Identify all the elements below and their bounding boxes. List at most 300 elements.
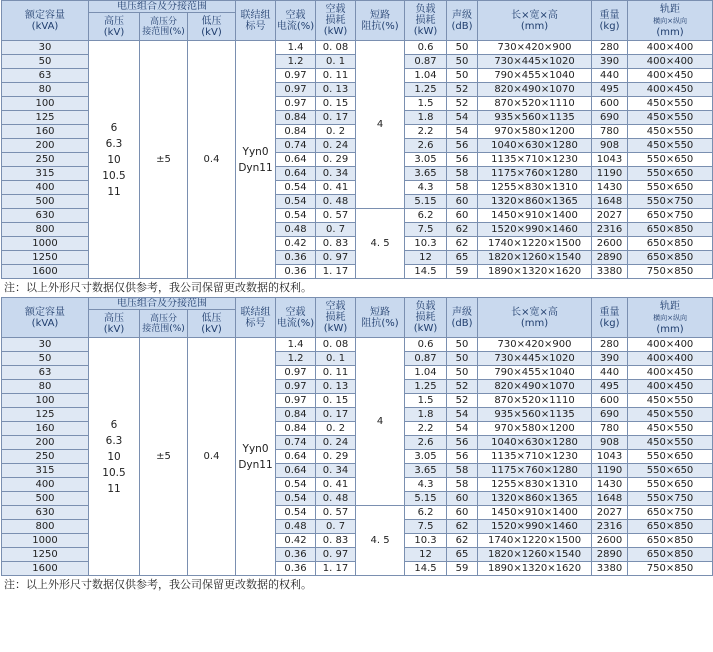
header-noload-current: 空载 电流(%) (276, 298, 316, 338)
table-body (2, 338, 713, 576)
hv-voltage-value: 10 (107, 153, 121, 166)
cell-weight: 2027 (592, 209, 628, 223)
cell-dimensions: 790×455×1040 (478, 366, 592, 380)
hv-voltage-value: 10.5 (102, 466, 126, 479)
cell-load-loss: 3.05 (405, 153, 447, 167)
cell-noise: 60 (447, 506, 478, 520)
cell-noload-current: 0.36 (276, 265, 316, 279)
cell-capacity: 1600 (2, 562, 89, 576)
cell-noise: 59 (447, 265, 478, 279)
cell-noload-current: 0.36 (276, 251, 316, 265)
hv-voltage-value: 10 (107, 450, 121, 463)
cell-noload-current: 0.97 (276, 69, 316, 83)
header-impedance: 短路 阻抗(%) (356, 298, 405, 338)
cell-weight: 390 (592, 55, 628, 69)
cell-noload-loss: 0. 34 (316, 464, 356, 478)
cell-capacity: 630 (2, 209, 89, 223)
cell-noload-current: 0.64 (276, 167, 316, 181)
header-lv: 低压 (kV) (188, 310, 236, 338)
cell-dimensions: 1135×710×1230 (478, 450, 592, 464)
header-noise: 声级 (dB) (447, 298, 478, 338)
cell-weight: 1430 (592, 181, 628, 195)
cell-capacity: 80 (2, 83, 89, 97)
hv-voltage-value: 6 (110, 418, 118, 431)
vector-group-value: Yyn0 (242, 442, 269, 455)
cell-capacity: 1250 (2, 251, 89, 265)
cell-load-loss: 1.8 (405, 111, 447, 125)
cell-weight: 1430 (592, 478, 628, 492)
cell-load-loss: 1.04 (405, 69, 447, 83)
cell-weight: 780 (592, 125, 628, 139)
cell-capacity: 80 (2, 380, 89, 394)
header-dimensions: 长×宽×高 (mm) (478, 1, 592, 41)
cell-noise: 54 (447, 422, 478, 436)
cell-capacity: 400 (2, 478, 89, 492)
cell-gauge: 450×550 (628, 422, 713, 436)
cell-gauge: 550×650 (628, 478, 713, 492)
spec-table-block (0, 0, 713, 297)
cell-noise: 58 (447, 181, 478, 195)
header-row-1 (2, 1, 713, 13)
header-weight: 重量 (kg) (592, 1, 628, 41)
hv-voltage-value: 10.5 (102, 169, 126, 182)
header-hv: 高压 (kV) (89, 310, 140, 338)
cell-weight: 1043 (592, 153, 628, 167)
cell-gauge: 650×750 (628, 506, 713, 520)
cell-noload-current: 0.48 (276, 223, 316, 237)
cell-gauge: 400×450 (628, 366, 713, 380)
cell-lv-voltage: 0.4 (188, 338, 236, 576)
cell-weight: 600 (592, 394, 628, 408)
table-row (2, 338, 713, 352)
cell-gauge: 750×850 (628, 562, 713, 576)
cell-noload-loss: 0. 29 (316, 450, 356, 464)
cell-dimensions: 1255×830×1310 (478, 181, 592, 195)
cell-tap-range: ±5 (140, 338, 188, 576)
header-vector-group: 联结组 标号 (236, 1, 276, 41)
cell-noload-loss: 0. 34 (316, 167, 356, 181)
cell-load-loss: 4.3 (405, 478, 447, 492)
cell-capacity: 30 (2, 41, 89, 55)
cell-capacity: 250 (2, 153, 89, 167)
cell-noload-current: 1.4 (276, 338, 316, 352)
cell-gauge: 450×550 (628, 408, 713, 422)
cell-capacity: 160 (2, 422, 89, 436)
cell-noise: 65 (447, 251, 478, 265)
header-noload-loss: 空载 损耗 (kW) (316, 1, 356, 41)
cell-noload-current: 0.97 (276, 83, 316, 97)
cell-noload-loss: 0. 1 (316, 55, 356, 69)
cell-dimensions: 820×490×1070 (478, 83, 592, 97)
cell-impedance: 4 (356, 338, 405, 506)
cell-dimensions: 1520×990×1460 (478, 520, 592, 534)
cell-noise: 58 (447, 167, 478, 181)
cell-noload-current: 1.2 (276, 352, 316, 366)
cell-gauge: 400×400 (628, 338, 713, 352)
cell-noload-current: 0.54 (276, 478, 316, 492)
cell-gauge: 550×650 (628, 153, 713, 167)
cell-noload-current: 0.36 (276, 562, 316, 576)
cell-weight: 495 (592, 83, 628, 97)
cell-noload-current: 0.97 (276, 97, 316, 111)
cell-capacity: 630 (2, 506, 89, 520)
cell-load-loss: 3.65 (405, 464, 447, 478)
cell-gauge: 450×550 (628, 97, 713, 111)
spec-table (1, 297, 713, 576)
cell-load-loss: 0.87 (405, 55, 447, 69)
cell-noload-loss: 0. 13 (316, 83, 356, 97)
cell-dimensions: 1740×1220×1500 (478, 237, 592, 251)
cell-capacity: 400 (2, 181, 89, 195)
cell-noise: 52 (447, 83, 478, 97)
cell-capacity: 160 (2, 125, 89, 139)
header-tap-range: 高压分 接范围(%) (140, 310, 188, 338)
cell-noload-loss: 1. 17 (316, 265, 356, 279)
cell-load-loss: 5.15 (405, 195, 447, 209)
cell-weight: 440 (592, 69, 628, 83)
cell-weight: 2600 (592, 237, 628, 251)
cell-dimensions: 790×455×1040 (478, 69, 592, 83)
cell-gauge: 650×850 (628, 520, 713, 534)
cell-weight: 3380 (592, 562, 628, 576)
cell-noise: 60 (447, 195, 478, 209)
cell-tap-range: ±5 (140, 41, 188, 279)
vector-group-value: Yyn0 (242, 145, 269, 158)
cell-gauge: 450×550 (628, 436, 713, 450)
cell-weight: 495 (592, 380, 628, 394)
header-row-1 (2, 298, 713, 310)
cell-dimensions: 1890×1320×1620 (478, 562, 592, 576)
cell-noise: 50 (447, 352, 478, 366)
cell-noload-loss: 0. 41 (316, 478, 356, 492)
cell-dimensions: 820×490×1070 (478, 380, 592, 394)
cell-load-loss: 7.5 (405, 223, 447, 237)
cell-gauge: 550×650 (628, 167, 713, 181)
cell-weight: 2027 (592, 506, 628, 520)
cell-load-loss: 14.5 (405, 562, 447, 576)
cell-gauge: 450×550 (628, 125, 713, 139)
header-lv: 低压 (kV) (188, 13, 236, 41)
cell-noload-current: 0.42 (276, 534, 316, 548)
cell-noload-current: 0.48 (276, 520, 316, 534)
cell-weight: 280 (592, 41, 628, 55)
header-noload-loss: 空载 损耗 (kW) (316, 298, 356, 338)
cell-dimensions: 730×445×1020 (478, 55, 592, 69)
cell-noload-loss: 0. 57 (316, 209, 356, 223)
cell-dimensions: 1820×1260×1540 (478, 548, 592, 562)
cell-vector-group (236, 338, 276, 576)
cell-noload-current: 0.54 (276, 506, 316, 520)
cell-noise: 50 (447, 69, 478, 83)
header-load-loss: 负载 损耗 (kW) (405, 1, 447, 41)
cell-noload-loss: 0. 1 (316, 352, 356, 366)
cell-weight: 2600 (592, 534, 628, 548)
cell-capacity: 250 (2, 450, 89, 464)
cell-gauge: 650×850 (628, 548, 713, 562)
cell-noise: 50 (447, 366, 478, 380)
cell-weight: 280 (592, 338, 628, 352)
header-impedance: 短路 阻抗(%) (356, 1, 405, 41)
cell-noload-loss: 0. 7 (316, 520, 356, 534)
cell-noload-loss: 1. 17 (316, 562, 356, 576)
cell-capacity: 100 (2, 394, 89, 408)
cell-capacity: 315 (2, 464, 89, 478)
cell-noload-current: 0.84 (276, 408, 316, 422)
cell-load-loss: 6.2 (405, 209, 447, 223)
spec-table (1, 0, 713, 279)
cell-capacity: 63 (2, 69, 89, 83)
cell-weight: 1648 (592, 195, 628, 209)
header-weight: 重量 (kg) (592, 298, 628, 338)
cell-gauge: 400×450 (628, 380, 713, 394)
header-voltage-group: 电压组合及分接范围 (89, 298, 236, 310)
cell-noload-loss: 0. 7 (316, 223, 356, 237)
cell-noise: 56 (447, 153, 478, 167)
cell-noise: 62 (447, 520, 478, 534)
cell-dimensions: 1740×1220×1500 (478, 534, 592, 548)
header-capacity: 额定容量 (kVA) (2, 1, 89, 41)
cell-noload-current: 0.54 (276, 181, 316, 195)
cell-noise: 56 (447, 139, 478, 153)
cell-noload-current: 0.54 (276, 195, 316, 209)
cell-noload-current: 0.74 (276, 139, 316, 153)
cell-noise: 59 (447, 562, 478, 576)
cell-capacity: 800 (2, 223, 89, 237)
cell-noload-current: 0.74 (276, 436, 316, 450)
cell-impedance: 4. 5 (356, 209, 405, 279)
cell-gauge: 650×850 (628, 534, 713, 548)
cell-weight: 1648 (592, 492, 628, 506)
disclaimer-note: 注：以上外形尺寸数据仅供参考，我公司保留更改数据的权利。 (4, 578, 312, 591)
cell-noload-loss: 0. 83 (316, 534, 356, 548)
cell-load-loss: 10.3 (405, 534, 447, 548)
cell-weight: 3380 (592, 265, 628, 279)
cell-dimensions: 935×560×1135 (478, 111, 592, 125)
cell-gauge: 400×400 (628, 55, 713, 69)
cell-capacity: 800 (2, 520, 89, 534)
cell-load-loss: 1.5 (405, 394, 447, 408)
cell-noload-loss: 0. 29 (316, 153, 356, 167)
cell-lv-voltage: 0.4 (188, 41, 236, 279)
cell-load-loss: 7.5 (405, 520, 447, 534)
header-gauge: 轨距 横向×纵向 (mm) (628, 298, 713, 338)
cell-weight: 2316 (592, 520, 628, 534)
cell-weight: 780 (592, 422, 628, 436)
cell-weight: 2890 (592, 251, 628, 265)
cell-dimensions: 730×420×900 (478, 338, 592, 352)
hv-voltage-value: 6.3 (105, 434, 123, 447)
cell-capacity: 1250 (2, 548, 89, 562)
cell-noload-loss: 0. 2 (316, 125, 356, 139)
cell-noload-loss: 0. 11 (316, 366, 356, 380)
cell-impedance: 4 (356, 41, 405, 209)
cell-gauge: 650×850 (628, 251, 713, 265)
cell-gauge: 450×550 (628, 139, 713, 153)
cell-noise: 50 (447, 55, 478, 69)
cell-noise: 58 (447, 464, 478, 478)
cell-capacity: 125 (2, 111, 89, 125)
cell-noload-current: 1.4 (276, 41, 316, 55)
cell-noload-current: 0.64 (276, 153, 316, 167)
cell-gauge: 400×400 (628, 352, 713, 366)
cell-load-loss: 0.6 (405, 338, 447, 352)
cell-noload-current: 1.2 (276, 55, 316, 69)
cell-load-loss: 6.2 (405, 506, 447, 520)
cell-load-loss: 3.05 (405, 450, 447, 464)
cell-dimensions: 970×580×1200 (478, 422, 592, 436)
cell-noload-loss: 0. 97 (316, 548, 356, 562)
cell-dimensions: 1450×910×1400 (478, 209, 592, 223)
cell-noload-loss: 0. 97 (316, 251, 356, 265)
cell-weight: 390 (592, 352, 628, 366)
cell-noise: 54 (447, 408, 478, 422)
cell-weight: 690 (592, 111, 628, 125)
cell-weight: 908 (592, 139, 628, 153)
cell-load-loss: 2.6 (405, 139, 447, 153)
cell-capacity: 1600 (2, 265, 89, 279)
cell-noload-loss: 0. 41 (316, 181, 356, 195)
cell-load-loss: 1.25 (405, 83, 447, 97)
cell-load-loss: 12 (405, 548, 447, 562)
cell-dimensions: 730×420×900 (478, 41, 592, 55)
cell-hv-voltages (89, 41, 140, 279)
cell-load-loss: 1.8 (405, 408, 447, 422)
cell-gauge: 550×750 (628, 195, 713, 209)
cell-noise: 52 (447, 97, 478, 111)
hv-voltage-value: 11 (107, 482, 121, 495)
cell-weight: 1043 (592, 450, 628, 464)
cell-noload-current: 0.64 (276, 450, 316, 464)
cell-noload-current: 0.84 (276, 422, 316, 436)
cell-noload-loss: 0. 83 (316, 237, 356, 251)
cell-noise: 62 (447, 223, 478, 237)
vector-group-value: Dyn11 (238, 458, 273, 471)
cell-weight: 1190 (592, 464, 628, 478)
cell-dimensions: 1135×710×1230 (478, 153, 592, 167)
cell-dimensions: 870×520×1110 (478, 394, 592, 408)
cell-noload-current: 0.97 (276, 366, 316, 380)
cell-dimensions: 1520×990×1460 (478, 223, 592, 237)
cell-load-loss: 14.5 (405, 265, 447, 279)
cell-load-loss: 0.87 (405, 352, 447, 366)
cell-noise: 65 (447, 548, 478, 562)
cell-noload-loss: 0. 24 (316, 436, 356, 450)
hv-voltage-value: 6.3 (105, 137, 123, 150)
header-hv: 高压 (kV) (89, 13, 140, 41)
cell-dimensions: 1040×630×1280 (478, 139, 592, 153)
cell-load-loss: 2.2 (405, 422, 447, 436)
cell-load-loss: 2.6 (405, 436, 447, 450)
cell-noload-current: 0.36 (276, 548, 316, 562)
cell-gauge: 450×550 (628, 111, 713, 125)
cell-noload-loss: 0. 24 (316, 139, 356, 153)
cell-vector-group (236, 41, 276, 279)
cell-dimensions: 1820×1260×1540 (478, 251, 592, 265)
hv-voltage-value: 11 (107, 185, 121, 198)
table-row (2, 41, 713, 55)
cell-hv-voltages (89, 338, 140, 576)
cell-load-loss: 0.6 (405, 41, 447, 55)
cell-dimensions: 730×445×1020 (478, 352, 592, 366)
cell-noise: 62 (447, 237, 478, 251)
hv-voltage-value: 6 (110, 121, 118, 134)
cell-load-loss: 3.65 (405, 167, 447, 181)
cell-dimensions: 1040×630×1280 (478, 436, 592, 450)
cell-noload-current: 0.54 (276, 492, 316, 506)
cell-gauge: 400×400 (628, 41, 713, 55)
cell-capacity: 125 (2, 408, 89, 422)
cell-load-loss: 4.3 (405, 181, 447, 195)
cell-gauge: 650×850 (628, 237, 713, 251)
header-vector-group: 联结组 标号 (236, 298, 276, 338)
cell-noload-loss: 0. 13 (316, 380, 356, 394)
header-capacity: 额定容量 (kVA) (2, 298, 89, 338)
cell-load-loss: 1.5 (405, 97, 447, 111)
cell-noload-loss: 0. 17 (316, 408, 356, 422)
cell-capacity: 50 (2, 352, 89, 366)
cell-noload-current: 0.97 (276, 394, 316, 408)
cell-capacity: 100 (2, 97, 89, 111)
cell-weight: 690 (592, 408, 628, 422)
cell-noise: 50 (447, 338, 478, 352)
cell-dimensions: 1255×830×1310 (478, 478, 592, 492)
cell-load-loss: 5.15 (405, 492, 447, 506)
cell-noise: 54 (447, 125, 478, 139)
cell-dimensions: 970×580×1200 (478, 125, 592, 139)
cell-noise: 56 (447, 450, 478, 464)
cell-weight: 440 (592, 366, 628, 380)
cell-gauge: 400×450 (628, 69, 713, 83)
cell-noise: 54 (447, 111, 478, 125)
cell-noise: 60 (447, 209, 478, 223)
cell-gauge: 450×550 (628, 394, 713, 408)
cell-noload-loss: 0. 48 (316, 492, 356, 506)
header-gauge: 轨距 横向×纵向 (mm) (628, 1, 713, 41)
cell-noload-loss: 0. 15 (316, 97, 356, 111)
cell-weight: 908 (592, 436, 628, 450)
cell-gauge: 650×750 (628, 209, 713, 223)
cell-weight: 600 (592, 97, 628, 111)
vector-group-value: Dyn11 (238, 161, 273, 174)
cell-load-loss: 2.2 (405, 125, 447, 139)
cell-gauge: 400×450 (628, 83, 713, 97)
cell-capacity: 200 (2, 436, 89, 450)
cell-load-loss: 12 (405, 251, 447, 265)
disclaimer-note: 注：以上外形尺寸数据仅供参考，我公司保留更改数据的权利。 (4, 281, 312, 294)
cell-load-loss: 10.3 (405, 237, 447, 251)
cell-capacity: 63 (2, 366, 89, 380)
cell-noise: 60 (447, 492, 478, 506)
header-noise: 声级 (dB) (447, 1, 478, 41)
cell-noload-current: 0.84 (276, 111, 316, 125)
cell-gauge: 550×650 (628, 450, 713, 464)
header-load-loss: 负载 损耗 (kW) (405, 298, 447, 338)
cell-noload-loss: 0. 08 (316, 338, 356, 352)
cell-capacity: 200 (2, 139, 89, 153)
cell-gauge: 550×650 (628, 181, 713, 195)
header-noload-current: 空载 电流(%) (276, 1, 316, 41)
cell-noload-current: 0.64 (276, 464, 316, 478)
cell-noload-loss: 0. 2 (316, 422, 356, 436)
cell-noload-loss: 0. 08 (316, 41, 356, 55)
cell-weight: 2890 (592, 548, 628, 562)
cell-dimensions: 1450×910×1400 (478, 506, 592, 520)
cell-weight: 2316 (592, 223, 628, 237)
cell-noload-current: 0.97 (276, 380, 316, 394)
cell-dimensions: 1890×1320×1620 (478, 265, 592, 279)
cell-noise: 56 (447, 436, 478, 450)
cell-capacity: 1000 (2, 237, 89, 251)
